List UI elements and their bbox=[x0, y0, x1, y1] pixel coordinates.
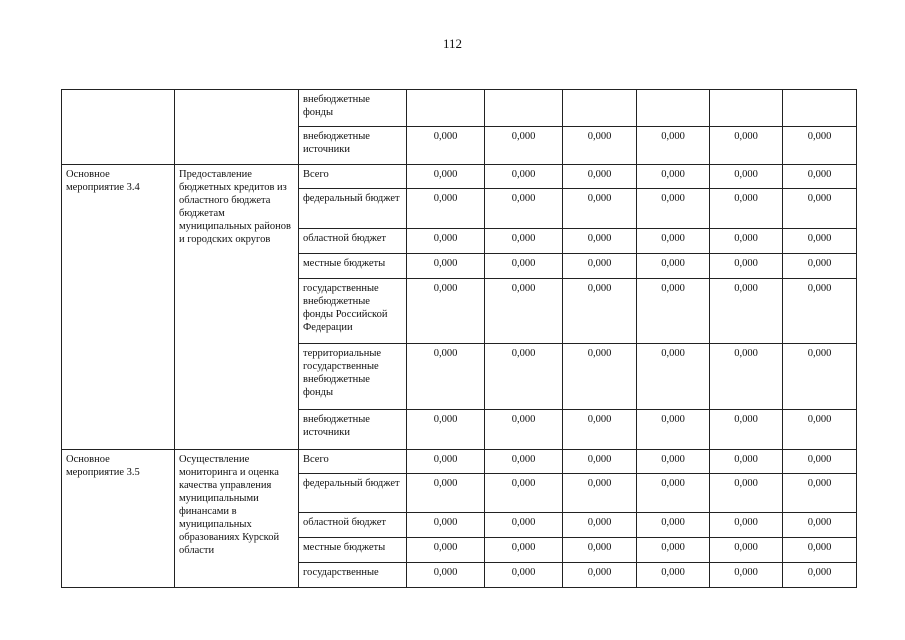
funding-source-cell: внебюджетные источники bbox=[299, 127, 407, 165]
amount-cell: 0,000 bbox=[407, 538, 485, 563]
amount-cell: 0,000 bbox=[783, 344, 857, 410]
amount-cell: 0,000 bbox=[485, 538, 563, 563]
table-row bbox=[62, 165, 857, 189]
budget-table bbox=[61, 89, 857, 588]
amount-cell: 0,000 bbox=[637, 450, 710, 474]
amount-cell: 0,000 bbox=[710, 474, 783, 513]
amount-cell: 0,000 bbox=[783, 189, 857, 229]
amount-cell: 0,000 bbox=[637, 513, 710, 538]
funding-source-cell: Всего bbox=[299, 450, 407, 474]
description-cell: Осуществление мониторинга и оценка качества управления муниципальными финансами в муниципальных образованиях Курской области bbox=[175, 450, 299, 588]
amount-cell: 0,000 bbox=[783, 127, 857, 165]
amount-cell: 0,000 bbox=[783, 474, 857, 513]
amount-cell: 0,000 bbox=[783, 513, 857, 538]
amount-cell: 0,000 bbox=[710, 189, 783, 229]
amount-cell: 0,000 bbox=[485, 279, 563, 344]
amount-cell: 0,000 bbox=[637, 538, 710, 563]
amount-cell: 0,000 bbox=[485, 189, 563, 229]
amount-cell: 0,000 bbox=[407, 254, 485, 279]
funding-source-cell: внебюджетные фонды bbox=[299, 90, 407, 127]
amount-cell: 0,000 bbox=[563, 410, 637, 450]
funding-source-cell: территориальные государственные внебюджетные фонды bbox=[299, 344, 407, 410]
amount-cell: 0,000 bbox=[563, 254, 637, 279]
funding-source-cell: местные бюджеты bbox=[299, 254, 407, 279]
amount-cell bbox=[637, 90, 710, 127]
amount-cell: 0,000 bbox=[485, 127, 563, 165]
amount-cell: 0,000 bbox=[637, 279, 710, 344]
amount-cell: 0,000 bbox=[485, 229, 563, 254]
amount-cell: 0,000 bbox=[710, 410, 783, 450]
amount-cell: 0,000 bbox=[710, 450, 783, 474]
funding-source-cell: местные бюджеты bbox=[299, 538, 407, 563]
amount-cell: 0,000 bbox=[563, 474, 637, 513]
page-number: 112 bbox=[442, 36, 463, 51]
amount-cell: 0,000 bbox=[485, 410, 563, 450]
funding-source-cell: государственные внебюджетные фонды Российской Федерации bbox=[299, 279, 407, 344]
amount-cell: 0,000 bbox=[637, 474, 710, 513]
amount-cell: 0,000 bbox=[783, 165, 857, 189]
amount-cell: 0,000 bbox=[637, 344, 710, 410]
funding-source-cell: внебюджетные источники bbox=[299, 410, 407, 450]
funding-source-cell: областной бюджет bbox=[299, 229, 407, 254]
amount-cell: 0,000 bbox=[637, 165, 710, 189]
amount-cell: 0,000 bbox=[407, 450, 485, 474]
amount-cell: 0,000 bbox=[637, 563, 710, 588]
amount-cell: 0,000 bbox=[485, 165, 563, 189]
funding-source-cell: государственные bbox=[299, 563, 407, 588]
amount-cell: 0,000 bbox=[407, 165, 485, 189]
amount-cell: 0,000 bbox=[563, 344, 637, 410]
amount-cell: 0,000 bbox=[407, 189, 485, 229]
amount-cell: 0,000 bbox=[407, 127, 485, 165]
amount-cell: 0,000 bbox=[637, 254, 710, 279]
amount-cell: 0,000 bbox=[710, 279, 783, 344]
amount-cell: 0,000 bbox=[783, 538, 857, 563]
funding-source-cell: Всего bbox=[299, 165, 407, 189]
amount-cell: 0,000 bbox=[710, 165, 783, 189]
amount-cell: 0,000 bbox=[783, 254, 857, 279]
amount-cell: 0,000 bbox=[563, 279, 637, 344]
amount-cell: 0,000 bbox=[563, 229, 637, 254]
amount-cell bbox=[563, 90, 637, 127]
amount-cell: 0,000 bbox=[783, 410, 857, 450]
amount-cell: 0,000 bbox=[710, 344, 783, 410]
amount-cell: 0,000 bbox=[710, 254, 783, 279]
table-row bbox=[62, 450, 857, 474]
amount-cell: 0,000 bbox=[637, 127, 710, 165]
amount-cell: 0,000 bbox=[563, 538, 637, 563]
amount-cell: 0,000 bbox=[407, 513, 485, 538]
amount-cell: 0,000 bbox=[563, 189, 637, 229]
amount-cell: 0,000 bbox=[710, 127, 783, 165]
amount-cell: 0,000 bbox=[485, 254, 563, 279]
amount-cell: 0,000 bbox=[783, 450, 857, 474]
amount-cell: 0,000 bbox=[783, 279, 857, 344]
amount-cell: 0,000 bbox=[407, 474, 485, 513]
amount-cell: 0,000 bbox=[563, 513, 637, 538]
amount-cell: 0,000 bbox=[485, 450, 563, 474]
amount-cell: 0,000 bbox=[563, 563, 637, 588]
amount-cell: 0,000 bbox=[407, 344, 485, 410]
amount-cell: 0,000 bbox=[710, 513, 783, 538]
measure-cell: Основное мероприятие 3.5 bbox=[62, 450, 175, 588]
amount-cell: 0,000 bbox=[485, 513, 563, 538]
amount-cell: 0,000 bbox=[407, 229, 485, 254]
amount-cell: 0,000 bbox=[485, 474, 563, 513]
amount-cell: 0,000 bbox=[407, 410, 485, 450]
description-cell: Предоставление бюджетных кредитов из областного бюджета бюджетам муниципальных районов и городских округов bbox=[175, 165, 299, 450]
amount-cell: 0,000 bbox=[637, 189, 710, 229]
amount-cell: 0,000 bbox=[637, 410, 710, 450]
description-cell bbox=[175, 90, 299, 165]
amount-cell: 0,000 bbox=[710, 229, 783, 254]
measure-cell bbox=[62, 90, 175, 165]
amount-cell bbox=[407, 90, 485, 127]
amount-cell bbox=[485, 90, 563, 127]
amount-cell: 0,000 bbox=[783, 229, 857, 254]
measure-cell: Основное мероприятие 3.4 bbox=[62, 165, 175, 450]
funding-source-cell: федеральный бюджет bbox=[299, 474, 407, 513]
amount-cell: 0,000 bbox=[407, 563, 485, 588]
funding-source-cell: областной бюджет bbox=[299, 513, 407, 538]
amount-cell: 0,000 bbox=[783, 563, 857, 588]
amount-cell: 0,000 bbox=[407, 279, 485, 344]
amount-cell bbox=[783, 90, 857, 127]
amount-cell: 0,000 bbox=[710, 538, 783, 563]
amount-cell: 0,000 bbox=[563, 127, 637, 165]
amount-cell: 0,000 bbox=[637, 229, 710, 254]
table-row bbox=[62, 90, 857, 127]
amount-cell: 0,000 bbox=[563, 450, 637, 474]
amount-cell: 0,000 bbox=[485, 344, 563, 410]
amount-cell: 0,000 bbox=[485, 563, 563, 588]
amount-cell bbox=[710, 90, 783, 127]
amount-cell: 0,000 bbox=[563, 165, 637, 189]
funding-source-cell: федеральный бюджет bbox=[299, 189, 407, 229]
amount-cell: 0,000 bbox=[710, 563, 783, 588]
